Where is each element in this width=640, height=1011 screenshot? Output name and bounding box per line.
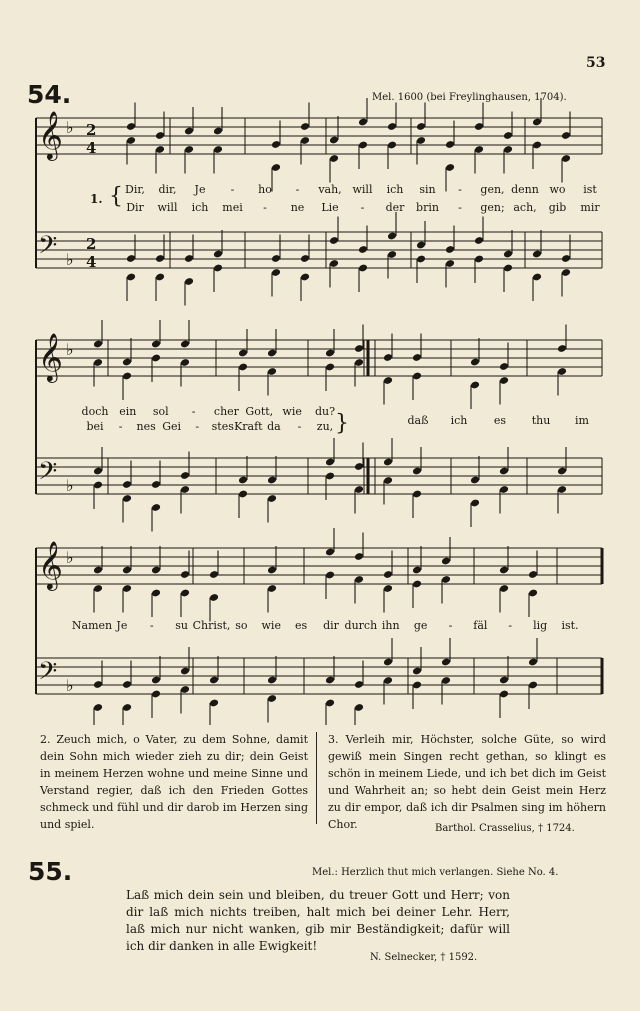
- lyric-syllable: bei: [86, 420, 104, 433]
- lyric-syllable: sol: [152, 405, 169, 418]
- lyric-syllable: Namen: [71, 619, 113, 632]
- lyric-syllable: -: [230, 183, 235, 196]
- lyric-syllable: es: [493, 414, 507, 427]
- key-signature-flat: ♭: [66, 118, 74, 137]
- page-number: 53: [586, 55, 606, 71]
- hymn-54-tune-reference: Mel. 1600 (bei Freylinghausen, 1704).: [372, 92, 567, 103]
- lyric-syllable: -: [118, 420, 123, 433]
- lyric-syllable: ach,: [513, 201, 537, 214]
- lyric-syllable: dir,: [158, 183, 177, 196]
- lyric-syllable: gen,: [480, 183, 505, 196]
- lyric-syllable: -: [195, 420, 200, 433]
- lyric-syllable: -: [508, 619, 513, 632]
- lyric-syllable: Gei: [162, 420, 182, 433]
- lyric-syllable: mei: [222, 201, 243, 214]
- lyric-syllable: durch: [344, 619, 378, 632]
- lyric-syllable: Kraft: [234, 420, 263, 433]
- key-signature-flat: ♭: [66, 548, 74, 567]
- lyric-syllable: -: [149, 619, 154, 632]
- lyric-syllable: Dir: [126, 201, 144, 214]
- key-signature-flat: ♭: [66, 340, 74, 359]
- hymn-54-author: Barthol. Crasselius, † 1724.: [435, 823, 575, 834]
- key-signature-flat: ♭: [66, 250, 74, 269]
- lyric-syllable: Je: [194, 183, 206, 196]
- key-signature-flat: ♭: [66, 676, 74, 695]
- bass-clef: 𝄢: [38, 457, 58, 492]
- lyric-syllable: mir: [580, 201, 600, 214]
- lyric-syllable: so: [235, 619, 248, 632]
- lyric-syllable: -: [448, 619, 453, 632]
- lyric-syllable: da: [267, 420, 281, 433]
- hymn-55-text: Laß mich dein sein und bleiben, du treuer Gott und Herr; von dir laß mich nichts treiben, halt mich bei deiner Lehr. Herr, laß mich nur nicht wanken, gib mir Beständigkeit; dafür will ich dir danken in alle Ewigkeit!: [126, 888, 510, 953]
- lyric-syllable: ist: [583, 183, 597, 196]
- time-signature-bottom: 4: [86, 139, 97, 157]
- hymn-55-tune-reference: Mel.: Herzlich thut mich verlangen. Siehe No. 4.: [312, 867, 559, 878]
- lyric-syllable: cher: [213, 405, 239, 418]
- treble-clef: 𝄞: [38, 540, 63, 589]
- lyric-syllable: -: [297, 420, 302, 433]
- lyric-syllable: -: [191, 405, 196, 418]
- lyric-syllable: im: [575, 414, 589, 427]
- lyric-syllable: -: [458, 201, 462, 214]
- lyric-brace: {: [109, 184, 123, 209]
- lyric-syllable: Dir,: [125, 183, 145, 196]
- lyric-syllable: Je: [116, 619, 128, 632]
- hymn-54-number: 54.: [27, 80, 72, 109]
- hymn-54-verse-3: 3. Verleih mir, Höchster, solche Güte, so wird gewiß mein Singen recht gethan, so klingt es schön in meinem Liede, und ich bet dich im Geist und Wahrheit an; so hebt dein Geist mein Herz zu dir empor, daß ich dir Psalmen sing im höhern Chor.: [328, 733, 606, 831]
- hymn-55-number: 55.: [28, 857, 73, 886]
- lyric-syllable: brin: [416, 201, 439, 214]
- lyric-syllable: fäl: [473, 619, 488, 632]
- lyric-syllable: -: [360, 201, 365, 214]
- lyric-syllable: su: [175, 619, 188, 632]
- time-signature-bottom: 4: [86, 253, 97, 271]
- lyric-syllable: ich: [191, 201, 209, 214]
- lyric-syllable: zu,: [316, 420, 334, 433]
- lyric-syllable: ich: [450, 414, 468, 427]
- lyric-syllable: wie: [261, 619, 281, 632]
- lyric-syllable: daß: [407, 414, 429, 427]
- lyric-syllable: gib: [548, 201, 567, 214]
- key-signature-flat: ♭: [66, 476, 74, 495]
- lyric-syllable: gen;: [480, 201, 505, 214]
- hymn-54-verse-2: 2. Zeuch mich, o Vater, zu dem Sohne, damit dein Sohn mich wieder zieh zu dir; dein Geist in meinem Herzen wohne und meine Sinne und Verstand regier, daß ich den Frieden Gottes schmeck und fühl und dir darob im Herzen sing und spiel.: [40, 733, 308, 831]
- lyric-syllable: will: [157, 201, 178, 214]
- lyric-syllable: sin: [419, 183, 436, 196]
- bass-clef: 𝄢: [38, 231, 58, 266]
- lyric-syllable: nes: [136, 420, 156, 433]
- lyric-syllable: stes: [211, 420, 234, 433]
- lyric-syllable: thu: [531, 414, 551, 427]
- lyric-syllable: Lie: [321, 201, 339, 214]
- lyric-syllable: ho: [258, 183, 272, 196]
- lyric-brace: }: [335, 411, 349, 436]
- lyric-syllable: ich: [386, 183, 404, 196]
- lyric-syllable: du?: [314, 405, 336, 418]
- lyric-syllable: es: [295, 619, 308, 632]
- lyric-syllable: der: [385, 201, 405, 214]
- lyric-syllable: Gott,: [245, 405, 274, 418]
- lyric-syllable: wie: [282, 405, 302, 418]
- verse-divider: [316, 732, 317, 824]
- lyric-syllable: lig: [533, 619, 548, 632]
- lyric-syllable: ihn: [381, 619, 400, 632]
- lyric-syllable: -: [263, 201, 267, 214]
- lyric-syllable: ein: [119, 405, 137, 418]
- lyric-syllable: dir: [323, 619, 339, 632]
- lyric-syllable: ist.: [561, 619, 579, 632]
- lyric-syllable: ge: [413, 619, 428, 632]
- bass-clef: 𝄢: [38, 657, 58, 692]
- lyric-syllable: will: [352, 183, 373, 196]
- lyric-syllable: doch: [81, 405, 109, 418]
- time-signature-top: 2: [86, 121, 97, 139]
- lyric-syllable: vah,: [318, 183, 342, 196]
- lyric-syllable: denn: [511, 183, 539, 196]
- time-signature-top: 2: [86, 235, 97, 253]
- treble-clef: 𝄞: [38, 110, 63, 159]
- treble-clef: 𝄞: [38, 332, 63, 381]
- lyric-syllable: wo: [549, 183, 566, 196]
- lyric-syllable: -: [295, 183, 300, 196]
- lyric-syllable: -: [458, 183, 462, 196]
- hymn-55-author: N. Selnecker, † 1592.: [370, 952, 478, 963]
- lyric-syllable: ne: [290, 201, 305, 214]
- lyric-syllable: Christ,: [192, 619, 231, 632]
- verse-number: 1.: [90, 192, 103, 206]
